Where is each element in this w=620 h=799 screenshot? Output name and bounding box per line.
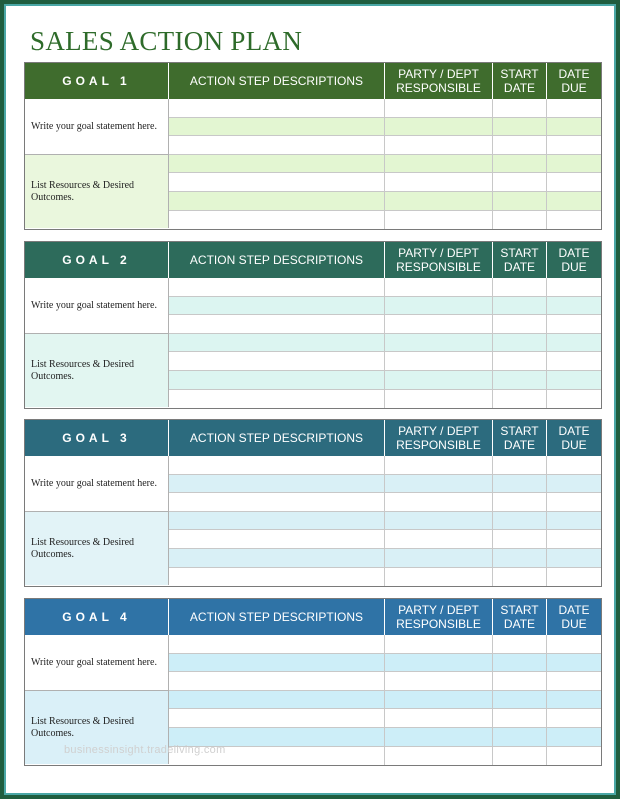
action-step-cell[interactable]	[169, 192, 385, 210]
action-row	[169, 747, 601, 766]
date-due-header: DATE DUE	[547, 63, 601, 99]
date-due-header: DATE DUE	[547, 242, 601, 278]
start-date-cell[interactable]	[493, 99, 547, 117]
party-dept-cell[interactable]	[385, 747, 493, 766]
party-dept-cell[interactable]	[385, 512, 493, 530]
date-due-cell[interactable]	[547, 512, 600, 530]
start-date-header: START DATE	[493, 599, 547, 635]
action-row	[169, 118, 601, 137]
action-row	[169, 99, 601, 118]
party-dept-cell[interactable]	[385, 654, 493, 672]
party-dept-cell[interactable]	[385, 568, 493, 587]
action-step-cell[interactable]	[169, 136, 385, 154]
date-due-cell[interactable]	[547, 475, 600, 493]
action-step-cell[interactable]	[169, 99, 385, 117]
party-dept-header: PARTY / DEPT RESPONSIBLE	[385, 63, 493, 99]
action-row	[169, 371, 601, 390]
date-due-cell[interactable]	[547, 173, 600, 191]
action-step-cell[interactable]	[169, 352, 385, 370]
action-step-grid	[169, 456, 601, 586]
start-date-cell[interactable]	[493, 371, 547, 389]
start-date-cell[interactable]	[493, 211, 547, 230]
party-dept-cell[interactable]	[385, 136, 493, 154]
party-dept-cell[interactable]	[385, 672, 493, 690]
goal-label: GOAL 1	[25, 63, 169, 99]
party-dept-cell[interactable]	[385, 315, 493, 333]
start-date-cell[interactable]	[493, 747, 547, 766]
action-row	[169, 390, 601, 409]
start-date-cell[interactable]	[493, 709, 547, 727]
start-date-cell[interactable]	[493, 691, 547, 709]
date-due-cell[interactable]	[547, 390, 600, 409]
action-step-cell[interactable]	[169, 315, 385, 333]
start-date-cell[interactable]	[493, 155, 547, 173]
action-row	[169, 512, 601, 531]
action-step-header: ACTION STEP DESCRIPTIONS	[169, 599, 385, 635]
party-dept-cell[interactable]	[385, 493, 493, 511]
start-date-cell[interactable]	[493, 352, 547, 370]
action-row	[169, 530, 601, 549]
date-due-cell[interactable]	[547, 456, 600, 474]
start-date-cell[interactable]	[493, 512, 547, 530]
party-dept-cell[interactable]	[385, 635, 493, 653]
party-dept-header: PARTY / DEPT RESPONSIBLE	[385, 420, 493, 456]
action-step-cell[interactable]	[169, 475, 385, 493]
action-row	[169, 192, 601, 211]
action-step-cell[interactable]	[169, 530, 385, 548]
date-due-cell[interactable]	[547, 691, 600, 709]
action-step-cell[interactable]	[169, 691, 385, 709]
start-date-cell[interactable]	[493, 456, 547, 474]
action-step-header: ACTION STEP DESCRIPTIONS	[169, 242, 385, 278]
action-step-cell[interactable]	[169, 334, 385, 352]
action-step-cell[interactable]	[169, 118, 385, 136]
start-date-cell[interactable]	[493, 278, 547, 296]
action-step-cell[interactable]	[169, 568, 385, 587]
party-dept-cell[interactable]	[385, 456, 493, 474]
action-step-cell[interactable]	[169, 371, 385, 389]
date-due-cell[interactable]	[547, 371, 600, 389]
resources-outcomes-cell[interactable]: List Resources & Desired Outcomes.	[25, 691, 169, 764]
action-step-grid	[169, 278, 601, 408]
party-dept-cell[interactable]	[385, 371, 493, 389]
action-step-cell[interactable]	[169, 278, 385, 296]
party-dept-cell[interactable]	[385, 211, 493, 230]
start-date-header: START DATE	[493, 63, 547, 99]
goal-1-table	[24, 62, 602, 230]
date-due-cell[interactable]	[547, 672, 600, 690]
party-dept-cell[interactable]	[385, 352, 493, 370]
start-date-cell[interactable]	[493, 493, 547, 511]
date-due-cell[interactable]	[547, 99, 600, 117]
action-step-cell[interactable]	[169, 456, 385, 474]
party-dept-cell[interactable]	[385, 118, 493, 136]
date-due-cell[interactable]	[547, 530, 600, 548]
goal-statement-cell[interactable]: Write your goal statement here.	[25, 278, 169, 334]
action-row	[169, 334, 601, 353]
action-row	[169, 475, 601, 494]
start-date-cell[interactable]	[493, 728, 547, 746]
action-row	[169, 278, 601, 297]
goal-label: GOAL 4	[25, 599, 169, 635]
action-row	[169, 568, 601, 587]
party-dept-cell[interactable]	[385, 297, 493, 315]
goal-label: GOAL 2	[25, 242, 169, 278]
date-due-cell[interactable]	[547, 549, 600, 567]
goal-2-table	[24, 241, 602, 409]
watermark: businessinsight.tradeliving.com	[64, 744, 226, 756]
action-row	[169, 691, 601, 710]
goal-3-table	[24, 419, 602, 587]
party-dept-header: PARTY / DEPT RESPONSIBLE	[385, 242, 493, 278]
goal-statement-cell[interactable]: Write your goal statement here.	[25, 456, 169, 512]
goal-label: GOAL 3	[25, 420, 169, 456]
party-dept-cell[interactable]	[385, 173, 493, 191]
date-due-cell[interactable]	[547, 155, 600, 173]
date-due-header: DATE DUE	[547, 599, 601, 635]
goal-header-row	[25, 63, 601, 99]
party-dept-cell[interactable]	[385, 278, 493, 296]
date-due-cell[interactable]	[547, 118, 600, 136]
party-dept-cell[interactable]	[385, 155, 493, 173]
action-step-header: ACTION STEP DESCRIPTIONS	[169, 63, 385, 99]
action-row	[169, 493, 601, 512]
action-step-cell[interactable]	[169, 512, 385, 530]
action-step-cell[interactable]	[169, 173, 385, 191]
party-dept-cell[interactable]	[385, 530, 493, 548]
start-date-cell[interactable]	[493, 635, 547, 653]
goal-header-row	[25, 420, 601, 456]
date-due-cell[interactable]	[547, 278, 600, 296]
party-dept-cell[interactable]	[385, 475, 493, 493]
party-dept-header: PARTY / DEPT RESPONSIBLE	[385, 599, 493, 635]
action-step-grid	[169, 99, 601, 229]
action-step-cell[interactable]	[169, 654, 385, 672]
action-row	[169, 728, 601, 747]
action-row	[169, 136, 601, 155]
action-row	[169, 155, 601, 174]
action-row	[169, 635, 601, 654]
date-due-cell[interactable]	[547, 192, 600, 210]
action-step-cell[interactable]	[169, 390, 385, 409]
party-dept-cell[interactable]	[385, 549, 493, 567]
date-due-cell[interactable]	[547, 352, 600, 370]
action-row	[169, 352, 601, 371]
start-date-cell[interactable]	[493, 654, 547, 672]
action-step-grid	[169, 635, 601, 765]
start-date-header: START DATE	[493, 420, 547, 456]
start-date-cell[interactable]	[493, 118, 547, 136]
start-date-cell[interactable]	[493, 549, 547, 567]
action-row	[169, 654, 601, 673]
action-step-header: ACTION STEP DESCRIPTIONS	[169, 420, 385, 456]
resources-outcomes-cell[interactable]: List Resources & Desired Outcomes.	[25, 334, 169, 407]
goal-4-table	[24, 598, 602, 766]
party-dept-cell[interactable]	[385, 709, 493, 727]
action-row	[169, 211, 601, 230]
date-due-cell[interactable]	[547, 635, 600, 653]
date-due-cell[interactable]	[547, 297, 600, 315]
start-date-cell[interactable]	[493, 297, 547, 315]
action-step-cell[interactable]	[169, 493, 385, 511]
date-due-cell[interactable]	[547, 136, 600, 154]
date-due-cell[interactable]	[547, 709, 600, 727]
start-date-cell[interactable]	[493, 192, 547, 210]
action-row	[169, 549, 601, 568]
action-step-cell[interactable]	[169, 635, 385, 653]
page-title: SALES ACTION PLAN	[30, 26, 303, 56]
party-dept-cell[interactable]	[385, 390, 493, 409]
start-date-header: START DATE	[493, 242, 547, 278]
action-row	[169, 297, 601, 316]
party-dept-cell[interactable]	[385, 99, 493, 117]
resources-outcomes-cell[interactable]: List Resources & Desired Outcomes.	[25, 512, 169, 585]
date-due-header: DATE DUE	[547, 420, 601, 456]
action-row	[169, 315, 601, 334]
goal-statement-cell[interactable]: Write your goal statement here.	[25, 635, 169, 691]
action-step-cell[interactable]	[169, 211, 385, 230]
action-row	[169, 456, 601, 475]
start-date-cell[interactable]	[493, 173, 547, 191]
start-date-cell[interactable]	[493, 672, 547, 690]
start-date-cell[interactable]	[493, 568, 547, 587]
start-date-cell[interactable]	[493, 136, 547, 154]
action-row	[169, 709, 601, 728]
document-page	[4, 4, 616, 795]
action-step-cell[interactable]	[169, 549, 385, 567]
action-step-cell[interactable]	[169, 297, 385, 315]
date-due-cell[interactable]	[547, 211, 600, 230]
party-dept-cell[interactable]	[385, 334, 493, 352]
date-due-cell[interactable]	[547, 654, 600, 672]
start-date-cell[interactable]	[493, 315, 547, 333]
start-date-cell[interactable]	[493, 530, 547, 548]
goal-statement-cell[interactable]: Write your goal statement here.	[25, 99, 169, 155]
action-row	[169, 672, 601, 691]
date-due-cell[interactable]	[547, 315, 600, 333]
action-step-cell[interactable]	[169, 709, 385, 727]
goal-header-row	[25, 599, 601, 635]
resources-outcomes-cell[interactable]: List Resources & Desired Outcomes.	[25, 155, 169, 228]
date-due-cell[interactable]	[547, 568, 600, 587]
date-due-cell[interactable]	[547, 493, 600, 511]
start-date-cell[interactable]	[493, 334, 547, 352]
action-step-cell[interactable]	[169, 672, 385, 690]
action-step-cell[interactable]	[169, 155, 385, 173]
goal-header-row	[25, 242, 601, 278]
date-due-cell[interactable]	[547, 728, 600, 746]
date-due-cell[interactable]	[547, 747, 600, 766]
action-step-cell[interactable]	[169, 728, 385, 746]
action-row	[169, 173, 601, 192]
start-date-cell[interactable]	[493, 475, 547, 493]
party-dept-cell[interactable]	[385, 728, 493, 746]
start-date-cell[interactable]	[493, 390, 547, 409]
party-dept-cell[interactable]	[385, 192, 493, 210]
party-dept-cell[interactable]	[385, 691, 493, 709]
date-due-cell[interactable]	[547, 334, 600, 352]
